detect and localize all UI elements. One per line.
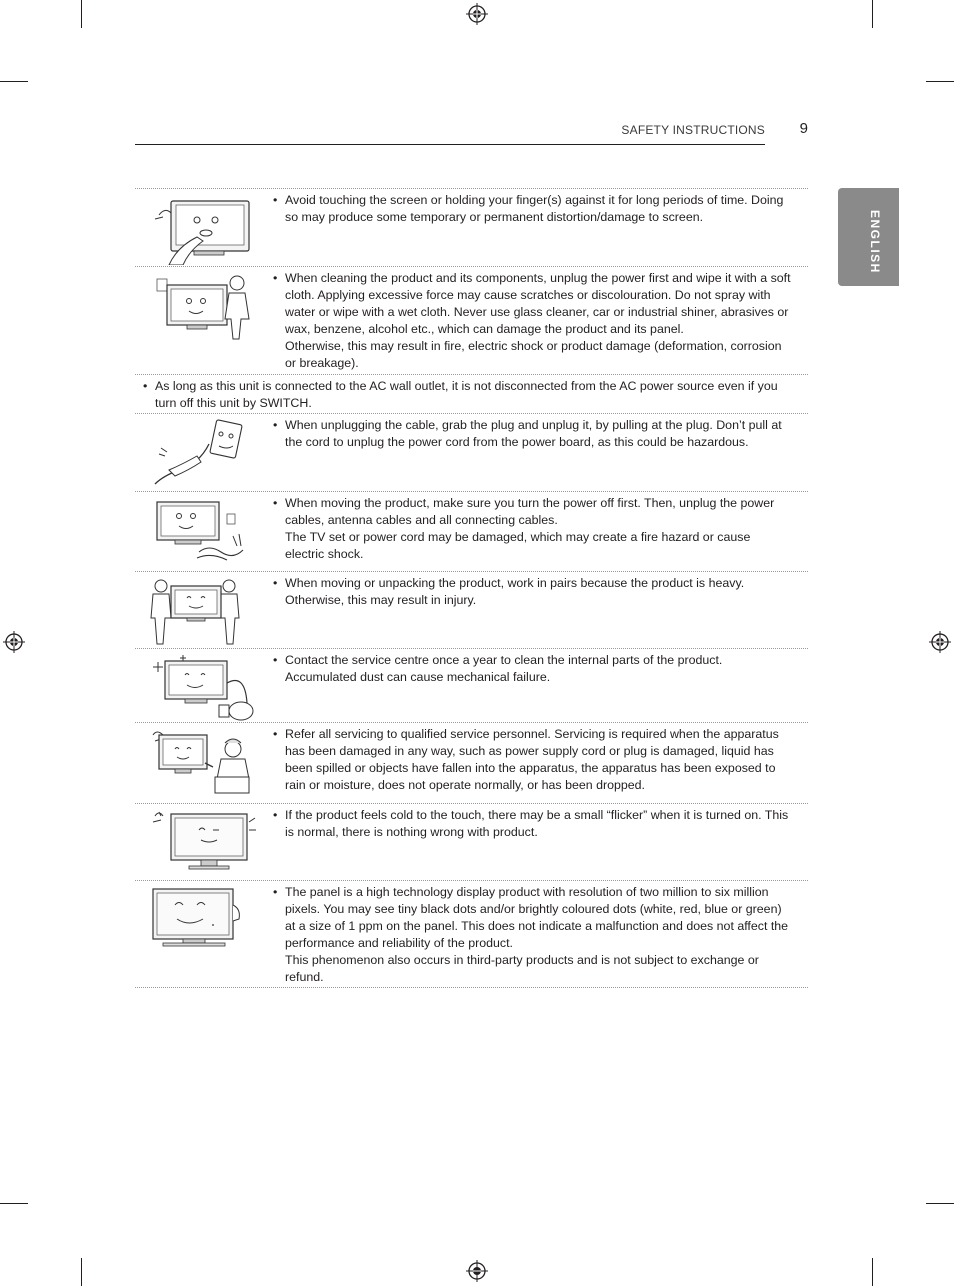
- item-text: • When moving or unpacking the product, work in pairs because the product is heavy. Otherwise, this may result in injury.: [273, 576, 745, 607]
- page-header: [135, 118, 808, 146]
- safety-list: [135, 188, 808, 988]
- list-item: [135, 374, 808, 413]
- unplug-cord-icon: [149, 418, 259, 490]
- registration-mark-icon: [466, 3, 488, 25]
- tv-technician-icon: [149, 727, 259, 799]
- crop-mark: [872, 1258, 873, 1286]
- list-item: [135, 491, 808, 571]
- registration-mark-icon: [3, 631, 25, 653]
- item-text: • Contact the service centre once a year to clean the internal parts of the product. Accumulated dust can cause mechanical failure.: [273, 653, 723, 684]
- tv-cables-icon: [149, 496, 259, 568]
- header-rule: [135, 144, 765, 145]
- item-text-continued: This phenomenon also occurs in third-party products and is not subject to exchange or refund.: [285, 953, 759, 984]
- list-item: [135, 413, 808, 491]
- tv-finger-touch-icon: [149, 193, 259, 265]
- item-text: • When moving the product, make sure you turn the power off first. Then, unplug the power cables, antenna cables and all connecting cables.: [273, 496, 775, 527]
- crop-mark: [81, 0, 82, 28]
- two-people-carry-tv-icon: [149, 576, 259, 648]
- item-text: • When cleaning the product and its components, unplug the power first and wipe it with a soft cloth. Applying excessive force may cause scratches or discolouration. Do not spray with water or wipe with a wet cloth. Never use glass cleaner, car or industrial shiner, abrasives or wax, benzene, alcohol etc., which can damage the product and its panel.: [273, 271, 791, 336]
- item-text: • Avoid touching the screen or holding your finger(s) against it for long periods of time. Doing so may produce some temporary or permanent distortion/damage to screen.: [273, 193, 784, 224]
- crop-mark: [926, 1203, 954, 1204]
- section-title: SAFETY INSTRUCTIONS: [621, 123, 765, 137]
- registration-mark-icon: [466, 1260, 488, 1282]
- item-text: • When unplugging the cable, grab the plug and unplug it, by pulling at the plug. Don’t pull at the cord to unplug the power cord from the power board, as this could be hazardous.: [273, 418, 782, 449]
- item-text: • Refer all servicing to qualified service personnel. Servicing is required when the apparatus has been damaged in any way, such as power supply cord or plug is damaged, liquid has been spilled or objects have fallen into the apparatus, the apparatus has been exposed to rain or moisture, does not operate normally, or has been dropped.: [273, 727, 779, 792]
- item-text: • As long as this unit is connected to the AC wall outlet, it is not disconnected from the AC power source even if you turn off this unit by SWITCH.: [143, 379, 778, 410]
- item-text-continued: Otherwise, this may result in fire, electric shock or product damage (deformation, corrosion or breakage).: [285, 339, 782, 370]
- item-text: • The panel is a high technology display product with resolution of two million to six million pixels. You may see tiny black dots and/or brightly coloured dots (white, red, blue or green) at a size of 1 ppm on the panel. This does not indicate a malfunction and does not affect the performance and reliability of the product.: [273, 885, 789, 950]
- registration-mark-icon: [929, 631, 951, 653]
- list-item: [135, 803, 808, 880]
- crop-mark: [872, 0, 873, 28]
- tv-cleaning-icon: [149, 271, 259, 343]
- language-tab: [838, 188, 899, 286]
- crop-mark: [81, 1258, 82, 1286]
- list-item: [135, 188, 808, 266]
- item-text-continued: The TV set or power cord may be damaged, which may create a fire hazard or cause electric shock.: [285, 530, 751, 561]
- language-tab-label: ENGLISH: [868, 210, 882, 274]
- list-item: [135, 266, 808, 374]
- tv-flicker-icon: [149, 808, 259, 880]
- item-text: • If the product feels cold to the touch, there may be a small “flicker” when it is turned on. This is normal, there is nothing wrong with product.: [273, 808, 789, 839]
- tv-vacuum-icon: [149, 653, 259, 725]
- tv-pixel-dots-icon: [149, 885, 259, 957]
- list-item: [135, 571, 808, 648]
- list-item: [135, 880, 808, 988]
- crop-mark: [926, 81, 954, 82]
- crop-mark: [0, 1203, 28, 1204]
- crop-mark: [0, 81, 28, 82]
- list-item: [135, 648, 808, 722]
- page-number: 9: [799, 120, 808, 137]
- list-item: [135, 722, 808, 803]
